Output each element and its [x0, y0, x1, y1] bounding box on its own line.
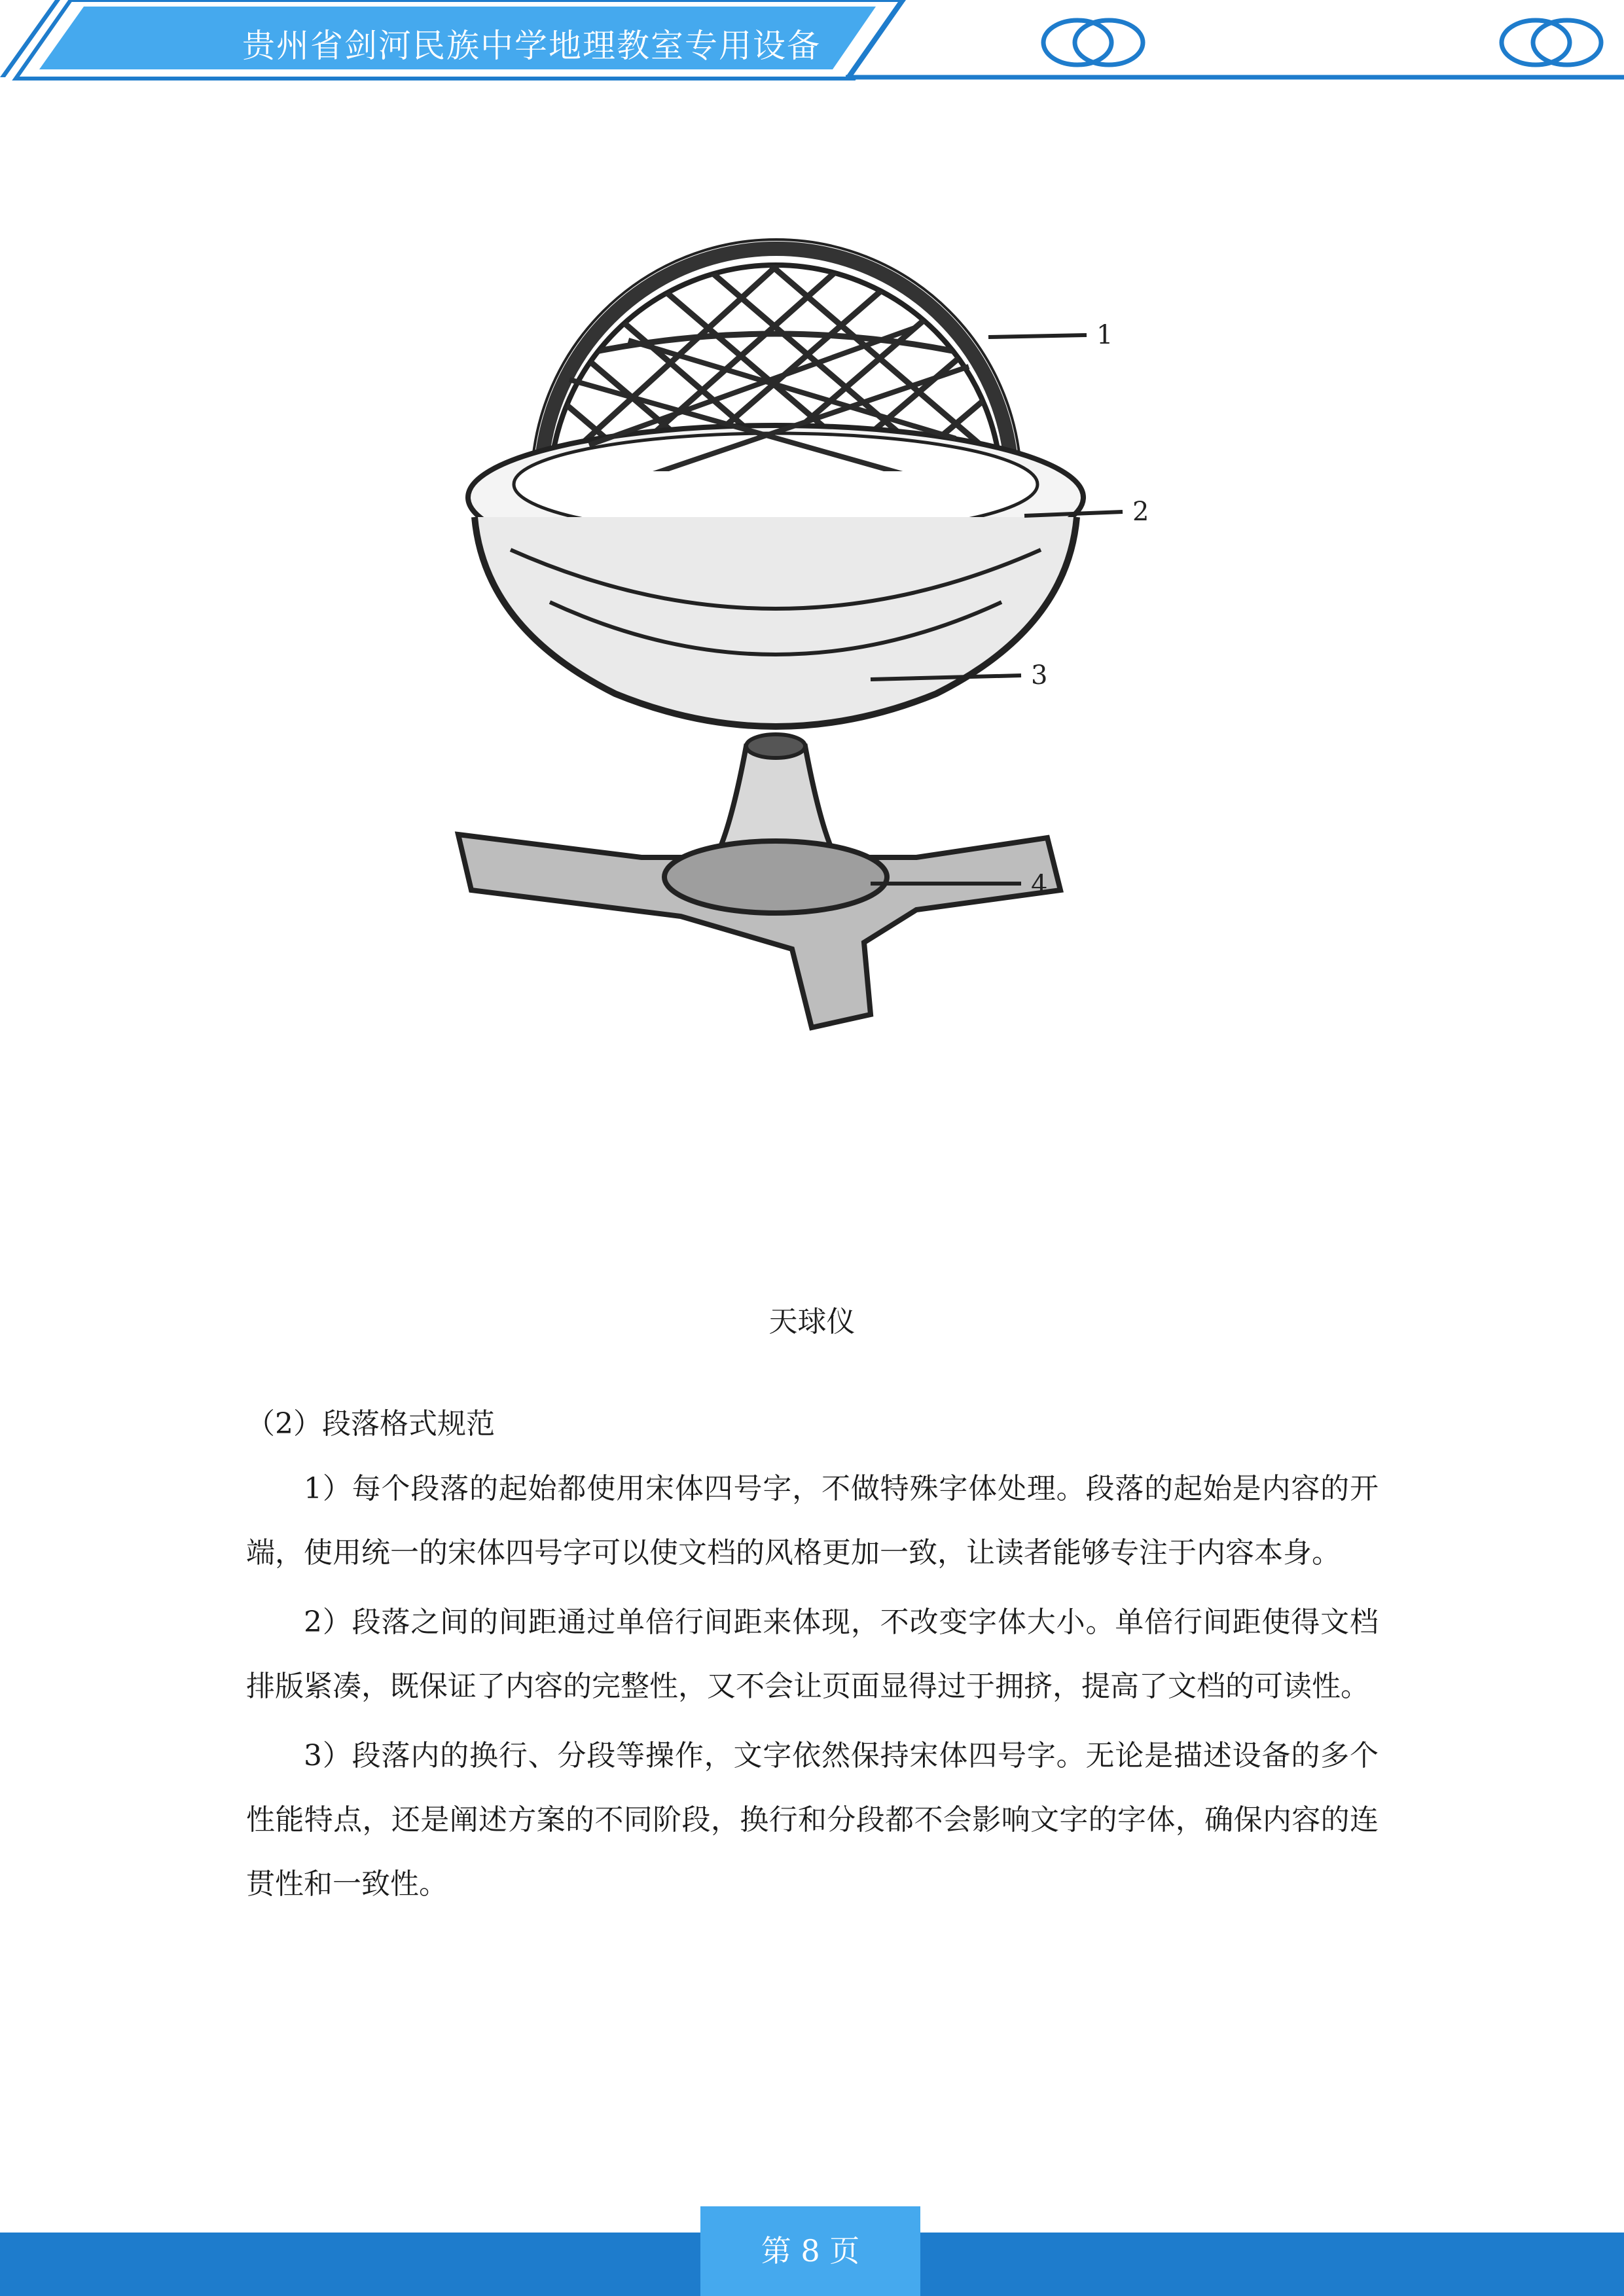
paragraph: 1）每个段落的起始都使用宋体四号字，不做特殊字体处理。段落的起始是内容的开端，使用统一的宋体四号字可以使文档的风格更加一致，让读者能够专注于内容本身。: [246, 1472, 1379, 1570]
figure-caption: 天球仪: [768, 1305, 856, 1338]
paragraph: 3）段落内的换行、分段等操作，文字依然保持宋体四号字。无论是描述设备的多个性能特点，还是阐述方案的不同阶段，换行和分段都不会影响文字的字体，确保内容的连贯性和一致性。: [246, 1739, 1379, 1901]
celestial-globe-figure: [419, 209, 1159, 1060]
double-ring-icon: [1034, 16, 1152, 69]
header-title: 贵州省剑河民族中学地理教室专用设备: [242, 27, 821, 65]
page-header: [0, 0, 1624, 85]
figure-label-2: 2: [1132, 497, 1149, 527]
figure-label-1: 1: [1096, 320, 1113, 350]
section-heading: （2）段落格式规范: [246, 1407, 495, 1441]
double-ring-icon: [1492, 16, 1610, 69]
figure-label-3: 3: [1031, 660, 1048, 691]
figure-label-4: 4: [1031, 870, 1048, 900]
celestial-globe-illustration: [419, 209, 1159, 1060]
section-body: [246, 1398, 1379, 1922]
page-number: 第 8 页: [700, 2206, 920, 2296]
paragraph: 2）段落之间的间距通过单倍行间距来体现，不改变字体大小。单倍行间距使得文档排版紧凑，既保证了内容的完整性，又不会让页面显得过于拥挤，提高了文档的可读性。: [246, 1605, 1379, 1703]
